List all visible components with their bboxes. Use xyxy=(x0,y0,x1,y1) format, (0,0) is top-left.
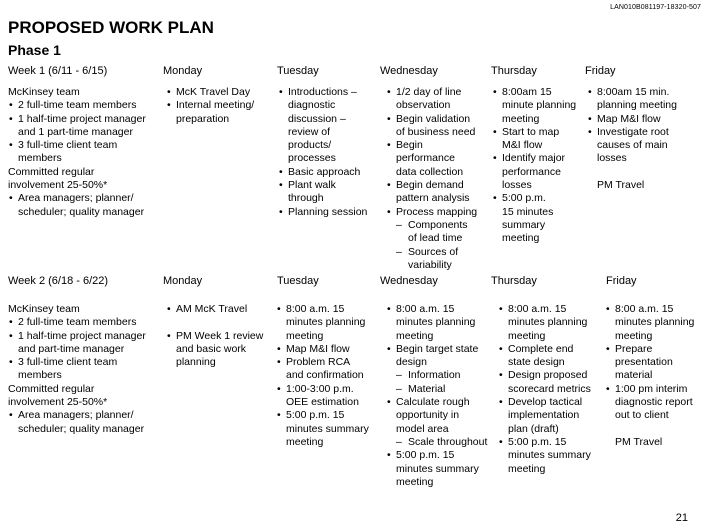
list-item: minutes summary xyxy=(508,449,591,462)
week1-team-cell xyxy=(8,86,146,219)
list-item: meeting xyxy=(396,475,434,488)
list-item: • Problem RCA xyxy=(276,356,369,369)
list-item: losses xyxy=(597,152,627,165)
list-item: • AM McK Travel xyxy=(166,303,263,316)
list-item: data collection xyxy=(396,165,464,178)
list-item: members xyxy=(18,369,62,382)
list-item: – Material xyxy=(396,383,445,395)
list-item: involvement 25-50%* xyxy=(8,396,108,409)
week2-header-thursday: Thursday xyxy=(491,275,537,287)
list-item: OEE estimation xyxy=(286,396,359,409)
list-item: causes of main xyxy=(597,139,668,152)
list-item: and 1 part-time manager xyxy=(18,125,133,138)
list-item: opportunity in xyxy=(396,409,460,422)
list-item: • PM Week 1 review xyxy=(166,330,263,343)
week2-header-friday: Friday xyxy=(606,275,637,287)
list-item: • 2 full-time team members xyxy=(8,316,146,329)
list-item: processes xyxy=(288,152,336,165)
week2-friday-cell xyxy=(605,303,694,449)
list-item: • 3 full-time client team xyxy=(8,356,146,369)
week1-header-thursday: Thursday xyxy=(491,65,537,77)
list-item: scheduler; quality manager xyxy=(18,422,145,435)
list-item: • 2 full-time team members xyxy=(8,99,146,112)
list-item: implementation xyxy=(508,409,580,422)
page-number: 21 xyxy=(675,512,688,524)
list-item: McKinsey team xyxy=(8,86,80,98)
list-item: • 1:00 pm interim xyxy=(605,383,694,396)
list-item: • 8:00 a.m. 15 xyxy=(386,303,487,316)
list-item: • Investigate root xyxy=(587,126,677,139)
list-item: summary xyxy=(502,218,546,231)
list-item: • 8:00am 15 min. xyxy=(587,86,677,99)
list-item: diagnostic xyxy=(288,99,336,112)
list-item: meeting xyxy=(502,112,540,125)
list-item: pattern analysis xyxy=(396,192,470,205)
list-item: • 5:00 p.m. xyxy=(492,192,576,205)
list-item: meeting xyxy=(508,462,546,475)
list-item: • Prepare xyxy=(605,343,694,356)
list-item: – Sources of xyxy=(396,246,458,258)
list-item: – Scale throughout xyxy=(396,436,487,448)
list-item: members xyxy=(18,152,62,165)
list-item: • 1:00-3:00 p.m. xyxy=(276,383,369,396)
list-item: • Introductions – xyxy=(278,86,367,99)
list-item: • Area managers; planner/ xyxy=(8,192,146,205)
list-item: of lead time xyxy=(408,232,463,245)
list-item: meeting xyxy=(286,329,324,342)
document-id: LAN010B081197-18320-507 xyxy=(610,4,701,11)
week1-wednesday-cell xyxy=(386,86,477,272)
list-item: PM Travel xyxy=(615,435,663,448)
list-item: minute planning xyxy=(502,99,577,112)
list-item: discussion – xyxy=(288,112,346,125)
list-item: minutes summary xyxy=(286,422,369,435)
list-item: • Design proposed xyxy=(498,369,591,382)
list-item: • Planning session xyxy=(278,206,367,219)
list-item: Committed regular xyxy=(8,165,95,178)
list-item: • Develop tactical xyxy=(498,396,591,409)
list-item: design xyxy=(396,356,427,369)
list-item: minutes planning xyxy=(396,316,476,329)
list-item: McKinsey team xyxy=(8,303,80,315)
list-item: • Begin target state xyxy=(386,343,487,356)
list-item: • 8:00 a.m. 15 xyxy=(605,303,694,316)
list-item: – Components xyxy=(396,219,468,231)
list-item: • Map M&I flow xyxy=(276,343,369,356)
list-item: • 5:00 p.m. 15 xyxy=(498,436,591,449)
list-item: • Area managers; planner/ xyxy=(8,409,146,422)
week1-tuesday-cell xyxy=(278,86,367,219)
list-item: losses xyxy=(502,179,532,192)
list-item: minutes planning xyxy=(508,316,588,329)
list-item: M&I flow xyxy=(502,139,543,152)
week2-label: Week 2 (6/18 - 6/22) xyxy=(8,275,109,287)
list-item: minutes planning xyxy=(615,316,695,329)
list-item: • Identify major xyxy=(492,152,576,165)
list-item: diagnostic report xyxy=(615,396,693,409)
list-item: • 1 half-time project manager xyxy=(8,330,146,343)
list-item: • Complete end xyxy=(498,343,591,356)
list-item: • Process mapping xyxy=(386,206,477,219)
list-item: • Begin xyxy=(386,139,477,152)
list-item: • Plant walk xyxy=(278,179,367,192)
list-item: • 8:00 a.m. 15 xyxy=(498,303,591,316)
week1-thursday-cell xyxy=(492,86,576,246)
list-item: • 8:00am 15 xyxy=(492,86,576,99)
list-item: material xyxy=(615,369,653,382)
list-item: model area xyxy=(396,422,449,435)
list-item: scorecard metrics xyxy=(508,382,591,395)
week1-friday-cell xyxy=(587,86,677,192)
week2-wednesday-cell xyxy=(386,303,487,489)
list-item: variability xyxy=(408,258,452,271)
list-item: performance xyxy=(396,152,455,165)
week1-header-friday: Friday xyxy=(585,65,616,77)
list-item: meeting xyxy=(396,329,434,342)
list-item: • 1 half-time project manager xyxy=(8,113,146,126)
week2-tuesday-cell xyxy=(276,303,369,449)
list-item: • Start to map xyxy=(492,126,576,139)
list-item: observation xyxy=(396,99,451,112)
list-item: performance xyxy=(502,165,561,178)
list-item: • 8:00 a.m. 15 xyxy=(276,303,369,316)
page-title: PROPOSED WORK PLAN xyxy=(8,18,214,37)
list-item: involvement 25-50%* xyxy=(8,179,108,192)
week1-label: Week 1 (6/11 - 6/15) xyxy=(8,65,108,77)
week2-thursday-cell xyxy=(498,303,591,476)
week1-monday-cell xyxy=(166,86,254,126)
list-item: and basic work xyxy=(176,342,247,355)
list-item: Committed regular xyxy=(8,382,95,395)
list-item: out to client xyxy=(615,409,669,422)
list-item: 15 minutes xyxy=(502,205,554,218)
list-item: • McK Travel Day xyxy=(166,86,254,99)
list-item: • 3 full-time client team xyxy=(8,139,146,152)
list-item: presentation xyxy=(615,356,673,369)
week2-header-monday: Monday xyxy=(163,275,203,287)
list-item: • Calculate rough xyxy=(386,396,487,409)
week1-header-wednesday: Wednesday xyxy=(380,65,438,77)
list-item: minutes planning xyxy=(286,316,366,329)
list-item: minutes summary xyxy=(396,462,479,475)
list-item: meeting xyxy=(508,329,546,342)
week2-header-wednesday: Wednesday xyxy=(380,275,438,287)
list-item: • Basic approach xyxy=(278,166,367,179)
list-item: and confirmation xyxy=(286,369,364,382)
phase-subtitle: Phase 1 xyxy=(8,42,61,58)
list-item: state design xyxy=(508,356,565,369)
list-item: and part-time manager xyxy=(18,342,125,355)
list-item: preparation xyxy=(176,112,230,125)
list-item: products/ xyxy=(288,139,332,152)
list-item: • 5:00 p.m. 15 xyxy=(386,449,487,462)
list-item: • Internal meeting/ xyxy=(166,99,254,112)
list-item: – Information xyxy=(396,369,461,381)
list-item: planning meeting xyxy=(597,99,677,112)
list-item: planning xyxy=(176,356,216,369)
week1-header-tuesday: Tuesday xyxy=(277,65,319,77)
list-item: • Begin demand xyxy=(386,179,477,192)
list-item: • 5:00 p.m. 15 xyxy=(276,409,369,422)
list-item: PM Travel xyxy=(597,179,645,192)
list-item: meeting xyxy=(502,232,540,245)
list-item: through xyxy=(288,192,324,205)
week1-header-monday: Monday xyxy=(163,65,203,77)
list-item: review of xyxy=(288,125,331,138)
week2-header-tuesday: Tuesday xyxy=(277,275,319,287)
week2-monday-cell xyxy=(166,303,263,369)
list-item: meeting xyxy=(615,329,653,342)
list-item: • Begin validation xyxy=(386,113,477,126)
list-item: of business need xyxy=(396,125,476,138)
week2-team-cell xyxy=(8,303,146,436)
list-item: • Map M&I flow xyxy=(587,113,677,126)
list-item: scheduler; quality manager xyxy=(18,205,145,218)
list-item: • 1/2 day of line xyxy=(386,86,477,99)
list-item: plan (draft) xyxy=(508,422,559,435)
list-item: meeting xyxy=(286,435,324,448)
